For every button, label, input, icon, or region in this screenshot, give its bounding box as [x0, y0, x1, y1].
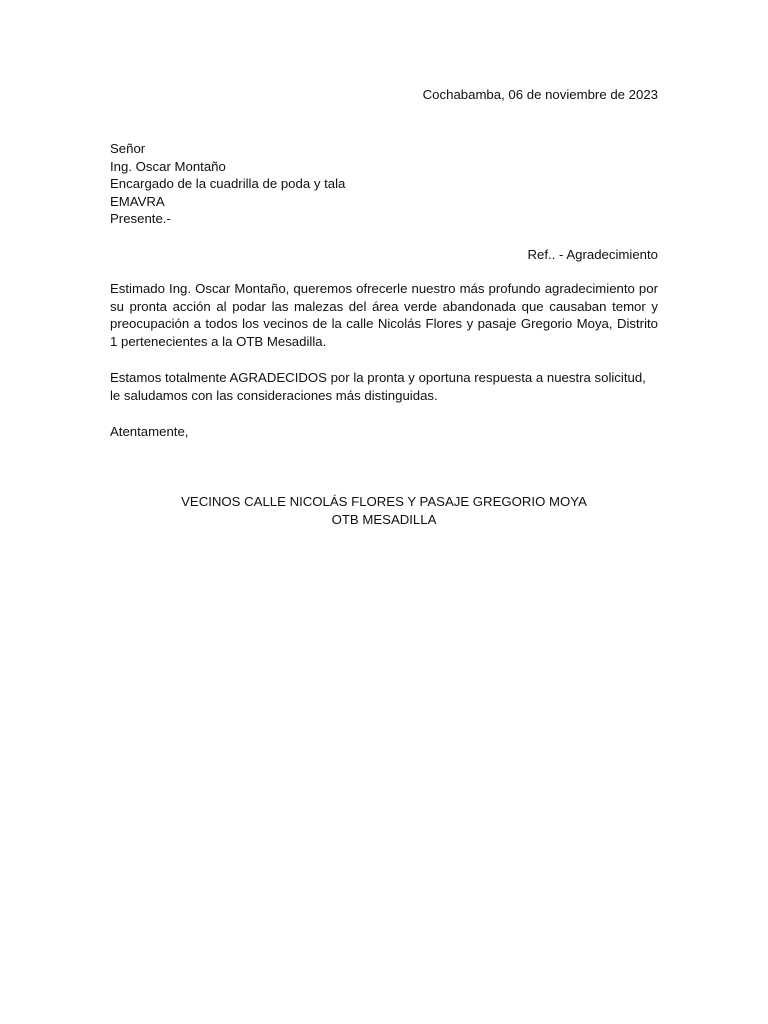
recipient-organization: EMAVRA [110, 193, 165, 209]
recipient-position: Encargado de la cuadrilla de poda y tala [110, 176, 346, 192]
letter-date: Cochabamba, 06 de noviembre de 2023 [422, 87, 658, 102]
body-paragraph-2: Estamos totalmente AGRADECIDOS por la pronta y oportuna respuesta a nuestra solicitud, le saludamos con las consideraciones más distinguidas. [110, 370, 646, 403]
signature-line-2: OTB MESADILLA [331, 511, 437, 527]
signature-line-1: VECINOS CALLE NICOLÁS FLORES Y PASAJE GREGORIO MOYA [181, 494, 587, 509]
signature-block [110, 493, 658, 528]
recipient-name: Ing. Oscar Montaño [110, 158, 226, 174]
recipient-block [110, 140, 658, 228]
recipient-salutation: Señor [110, 141, 146, 156]
reference-line: Ref.. - Agradecimiento [527, 247, 658, 262]
body-paragraph-1: Estimado Ing. Oscar Montaño, queremos ofrecerle nuestro más profundo agradecimiento por su pronta acción al podar las malezas del área verde abandonada que causaban temor y preocupación a todos los vecinos de la calle Nicolás Flores y pasaje Gregorio Moya, Distrito 1 pertenecientes a la OTB Mesadilla. [110, 281, 658, 349]
closing-line: Atentamente, [110, 424, 189, 439]
recipient-presente: Presente.- [110, 211, 171, 227]
